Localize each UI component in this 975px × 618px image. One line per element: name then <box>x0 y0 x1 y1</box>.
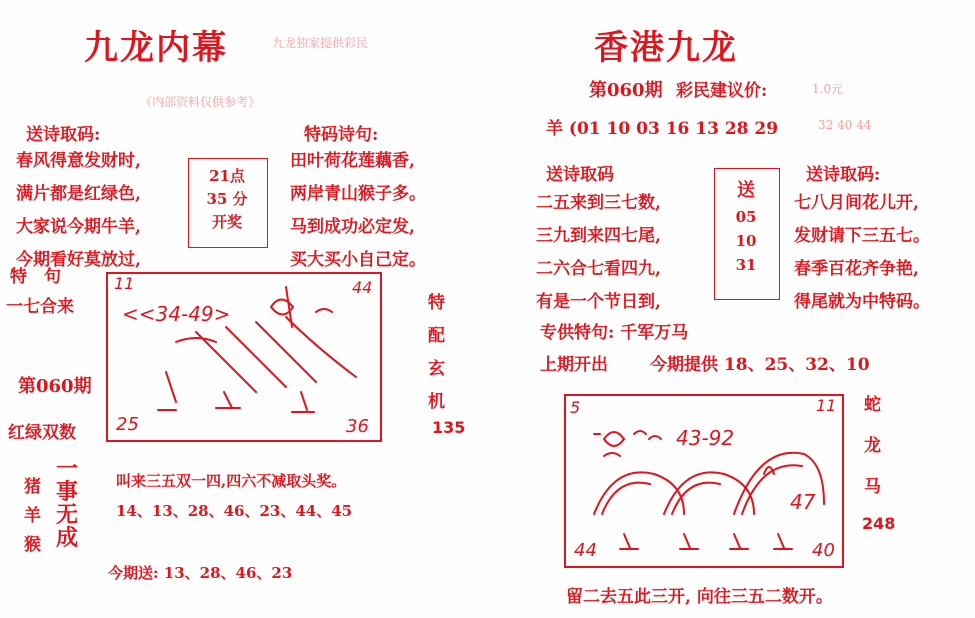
draw-time-text <box>192 165 262 232</box>
draw-time-minute: 35 分 <box>206 190 248 208</box>
right-footer: 留二去五此三开, 向往三五二数开。 <box>566 587 833 607</box>
left-issue: 第060期 <box>18 376 92 397</box>
sheep-numbers: 羊 (01 10 03 16 13 28 29 <box>546 119 779 139</box>
left-sketch-tl: 11 <box>114 274 135 293</box>
left-numbers: 14、13、28、46、23、44、45 <box>116 502 353 520</box>
left-faint-note: 《内部资料仅供参考》 <box>140 95 261 109</box>
right-special-poem-line: 得尾就为中特码。 <box>794 292 930 312</box>
left-special-poem-line: 马到成功必定发, <box>290 217 415 237</box>
tejv-label: 特 句 <box>10 267 61 287</box>
price-faint: 1.0元 <box>812 82 844 96</box>
animal-pig: 猪 <box>24 477 41 497</box>
right-special-poem-line: 春季百花齐争艳, <box>794 259 919 279</box>
left-sketch-drawing <box>106 272 378 438</box>
right-poem-line: 有是一个节日到, <box>536 292 661 312</box>
left-side-vertical <box>428 288 445 412</box>
big-char: 一 <box>56 456 79 482</box>
big-char: 成 <box>56 525 79 551</box>
right-special-poem-lines <box>794 188 930 312</box>
send-box-content <box>716 176 776 274</box>
right-side-char: 马 <box>864 477 881 497</box>
left-poem-line: 春风得意发财时, <box>16 151 141 171</box>
right-poem-line: 二五来到三七数, <box>536 193 661 213</box>
left-big-vertical <box>56 458 78 550</box>
right-side-vertical <box>864 390 881 497</box>
animal-monkey: 猴 <box>24 535 41 555</box>
left-riddle: 叫来三五双一四,四六不减取头奖。 <box>116 472 347 490</box>
left-faint-subtitle: 九龙独家提供彩民 <box>272 36 369 50</box>
left-sketch-bl: 25 <box>116 414 139 435</box>
right-sketch-drawing <box>564 394 840 564</box>
price-label: 彩民建议价: <box>676 81 768 101</box>
left-special-poem-line: 田叶荷花莲藕香, <box>290 151 415 171</box>
right-sketch-mid: 43-92 <box>676 426 735 450</box>
right-issue: 第060期 <box>589 80 663 101</box>
left-special-poem-header: 特码诗句: <box>304 125 379 145</box>
yiqi-label: 一七合来 <box>6 297 74 317</box>
left-side-number: 135 <box>432 418 466 437</box>
left-poem-line: 大家说今期牛羊, <box>16 217 141 237</box>
left-poem-line: 今期看好莫放过, <box>16 250 141 270</box>
draw-time-hour: 21点 <box>209 167 245 185</box>
left-send: 今期送: 13、28、46、23 <box>108 564 293 582</box>
special-phrase: 专供特句: 千军万马 <box>540 323 689 343</box>
left-special-poem-line: 买大买小自己定。 <box>290 250 426 270</box>
provide-numbers: 今期提供 18、25、32、10 <box>650 355 870 375</box>
last-draw-label: 上期开出 <box>540 355 608 375</box>
left-side-char: 特 <box>428 293 445 313</box>
left-sketch-br: 36 <box>346 416 369 437</box>
right-title: 香港九龙 <box>594 28 738 68</box>
right-poem-line: 三九到来四七尾, <box>536 226 661 246</box>
right-sketch-tl: 5 <box>570 398 581 417</box>
left-side-char: 机 <box>428 392 445 412</box>
hongl-label: 红绿双数 <box>8 423 76 443</box>
left-special-poem-line: 两岸青山猴子多。 <box>290 184 426 204</box>
left-animals <box>24 472 41 555</box>
send-box-number: 05 <box>735 208 757 226</box>
send-box-label: 送 <box>737 180 755 201</box>
right-special-poem-line: 发财请下三五七。 <box>794 226 930 246</box>
right-side-number: 248 <box>862 514 896 533</box>
right-special-poem-header: 送诗取码: <box>806 165 881 185</box>
send-box-number: 10 <box>735 232 757 250</box>
left-title: 九龙内幕 <box>84 28 228 68</box>
left-poem-lines <box>16 146 141 270</box>
sheep-numbers-faint: 32 40 44 <box>818 118 872 132</box>
right-poem-header: 送诗取码 <box>546 165 614 185</box>
send-box-number: 31 <box>735 256 757 274</box>
left-sketch-mid: <<34-49> <box>122 302 231 326</box>
big-char: 事 <box>56 479 79 505</box>
big-char: 无 <box>56 502 79 528</box>
left-poem-line: 满片都是红绿色, <box>16 184 141 204</box>
right-sketch-side: 47 <box>790 490 816 514</box>
left-special-poem-lines <box>290 146 426 270</box>
left-poem-header: 送诗取码: <box>26 125 101 145</box>
left-side-char: 玄 <box>428 359 445 379</box>
right-side-char: 蛇 <box>864 395 881 415</box>
right-sketch-bl: 44 <box>574 540 597 561</box>
right-poem-lines <box>536 188 661 312</box>
animal-sheep: 羊 <box>24 506 41 526</box>
left-sketch-tr: 44 <box>352 278 373 297</box>
left-side-char: 配 <box>428 326 445 346</box>
right-side-char: 龙 <box>864 436 881 456</box>
right-sketch-br: 40 <box>812 540 835 561</box>
draw-time-label: 开奖 <box>211 213 242 231</box>
right-sketch-tr: 11 <box>816 396 837 415</box>
right-poem-line: 二六合七看四九, <box>536 259 661 279</box>
right-special-poem-line: 七八月间花儿开, <box>794 193 919 213</box>
